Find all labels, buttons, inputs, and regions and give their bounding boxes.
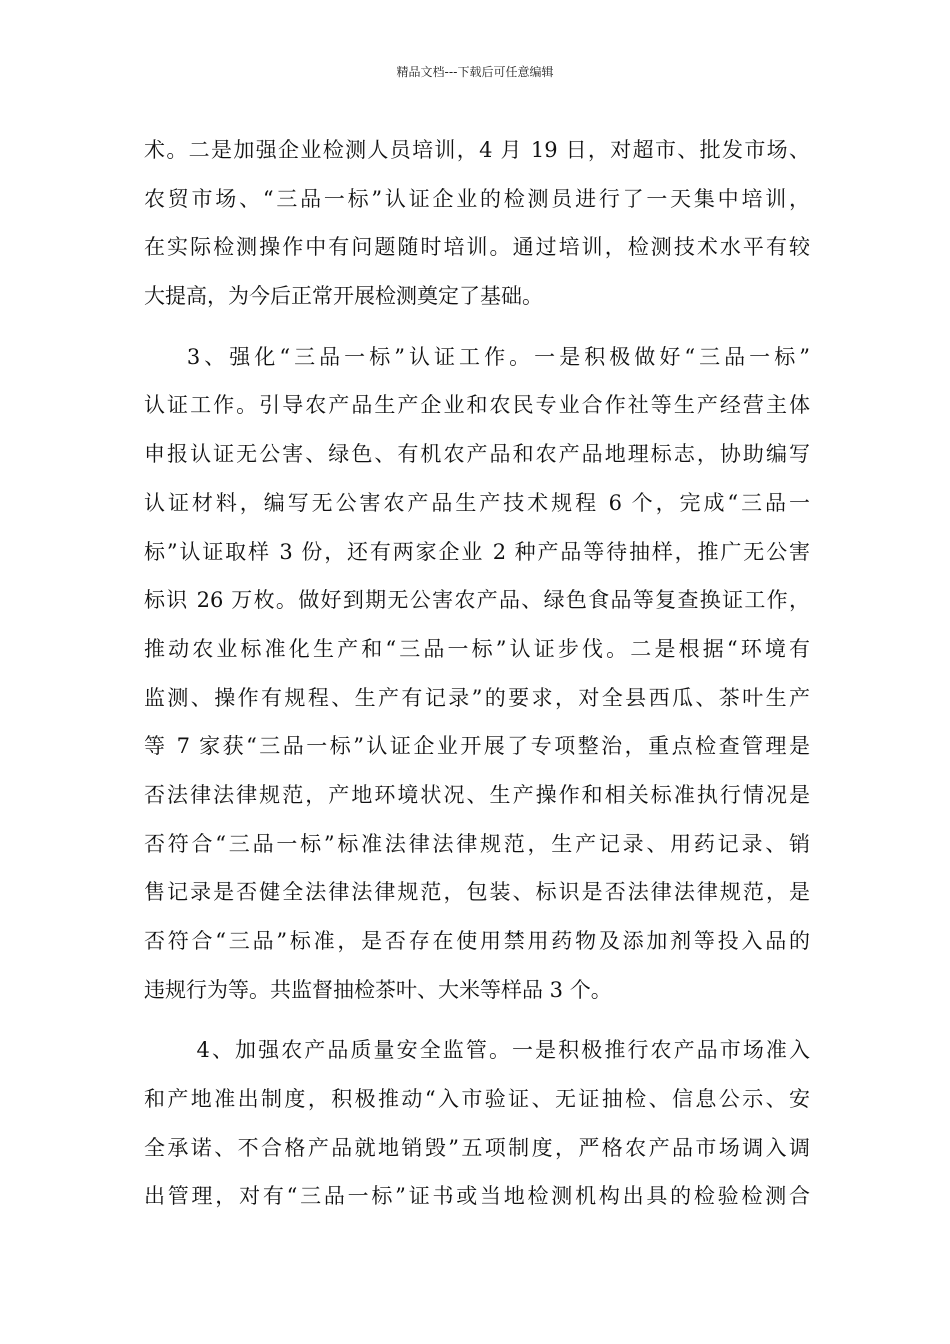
document-body — [144, 126, 810, 1221]
text-line: 标”认证取样 3 份，还有两家企业 2 种产品等待抽样，推广无公害 — [144, 539, 810, 564]
text-line: 监测、操作有规程、生产有记录”的要求，对全县西瓜、茶叶生产 — [144, 685, 810, 710]
text-line: 和产地准出制度，积极推动“入市验证、无证抽检、信息公示、安 — [144, 1087, 810, 1112]
paragraph-3 — [144, 1026, 810, 1221]
text-line: 否法律法律规范，产地环境状况、生产操作和相关标准执行情况是 — [144, 782, 810, 807]
text-line: 出管理，对有“三品一标”证书或当地检测机构出具的检验检测合 — [144, 1184, 810, 1209]
text-line: 推动农业标准化生产和“三品一标”认证步伐。二是根据“环境有 — [144, 636, 810, 661]
page-header: 精品文档---下载后可任意编辑 — [396, 65, 554, 79]
text-line: 等 7 家获“三品一标”认证企业开展了专项整治，重点检查管理是 — [144, 734, 810, 759]
text-line: 全承诺、不合格产品就地销毁”五项制度，严格农产品市场调入调 — [144, 1135, 810, 1160]
text-line: 术。二是加强企业检测人员培训，4 月 19 日，对超市、批发市场、 — [144, 138, 810, 162]
text-line: 农贸市场、“三品一标”认证企业的检测员进行了一天集中培训， — [144, 186, 810, 211]
text-line: 4、加强农产品质量安全监管。一是积极推行农产品市场准入 — [144, 1038, 810, 1063]
text-line: 3、强化“三品一标”认证工作。一是积极做好“三品一标” — [144, 344, 810, 369]
text-line: 大提高，为今后正常开展检测奠定了基础。 — [144, 284, 543, 309]
text-line: 认证材料，编写无公害农产品生产技术规程 6 个，完成“三品一 — [144, 490, 810, 515]
paragraph-gap — [144, 321, 810, 333]
paragraph-2 — [144, 333, 810, 1015]
text-line: 在实际检测操作中有问题随时培训。通过培训，检测技术水平有较 — [144, 235, 810, 260]
text-line: 标识 26 万枚。做好到期无公害农产品、绿色食品等复查换证工作， — [144, 588, 810, 613]
paragraph-gap — [144, 1014, 810, 1026]
text-line: 否符合“三品”标准，是否存在使用禁用药物及添加剂等投入品的 — [144, 929, 810, 953]
text-line: 违规行为等。共监督抽检茶叶、大米等样品 3 个。 — [144, 977, 612, 1002]
text-line: 售记录是否健全法律法律规范，包装、标识是否法律法律规范，是 — [144, 880, 810, 905]
text-line: 申报认证无公害、绿色、有机农产品和农产品地理标志，协助编写 — [144, 442, 810, 467]
text-line: 认证工作。引导农产品生产企业和农民专业合作社等生产经营主体 — [144, 393, 810, 418]
text-line: 否符合“三品一标”标准法律法律规范，生产记录、用药记录、销 — [144, 831, 810, 856]
paragraph-1 — [144, 126, 810, 321]
